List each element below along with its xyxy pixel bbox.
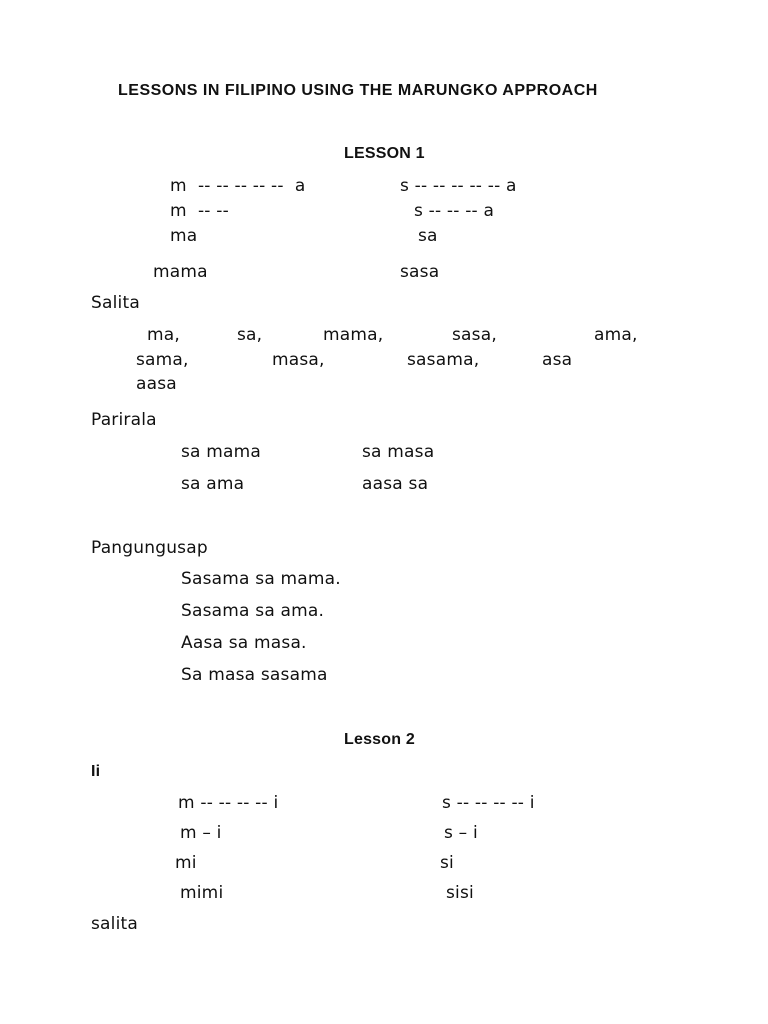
parirala-left-1: sa mama — [181, 442, 262, 462]
word-right: sasa — [400, 262, 440, 282]
salita-word: sasa, — [452, 325, 497, 345]
drill2-right-1: s -- -- -- -- i — [442, 793, 535, 813]
salita-word: asa — [542, 350, 573, 370]
pangungusap-sentence: Sasama sa mama. — [181, 569, 341, 589]
salita-word: masa, — [272, 350, 325, 370]
salita-word: mama, — [323, 325, 384, 345]
salita-word: sa, — [237, 325, 263, 345]
drill-left-1: m -- -- -- -- -- a — [170, 176, 306, 196]
salita-word: sama, — [136, 350, 189, 370]
drill2-right-4: sisi — [446, 883, 474, 903]
lesson-1-heading: LESSON 1 — [344, 145, 425, 162]
salita-word: sasama, — [407, 350, 480, 370]
drill2-right-3: si — [440, 853, 454, 873]
word-left: mama — [153, 262, 208, 282]
salita-word: ama, — [594, 325, 638, 345]
salita-word: aasa — [136, 374, 177, 394]
parirala-label: Parirala — [91, 410, 157, 430]
lesson-2-salita-label: salita — [91, 914, 139, 934]
drill2-left-1: m -- -- -- -- i — [178, 793, 279, 813]
drill2-left-3: mi — [175, 853, 197, 873]
drill-left-2: m -- -- — [170, 201, 229, 221]
drill-right-1: s -- -- -- -- -- a — [400, 176, 517, 196]
parirala-left-2: sa ama — [181, 474, 245, 494]
pangungusap-label: Pangungusap — [91, 538, 208, 558]
lesson-2-heading: Lesson 2 — [344, 731, 415, 748]
salita-word: ma, — [147, 325, 180, 345]
parirala-right-1: sa masa — [362, 442, 435, 462]
document-title: LESSONS IN FILIPINO USING THE MARUNGKO APPROACH — [118, 82, 598, 99]
lesson-2-letter: Ii — [91, 763, 101, 780]
drill2-right-2: s – i — [444, 823, 478, 843]
drill2-left-2: m – i — [180, 823, 222, 843]
parirala-right-2: aasa sa — [362, 474, 429, 494]
pangungusap-sentence: Aasa sa masa. — [181, 633, 307, 653]
drill-right-3: sa — [418, 226, 438, 246]
pangungusap-sentence: Sa masa sasama — [181, 665, 328, 685]
drill-right-2: s -- -- -- a — [414, 201, 495, 221]
salita-label: Salita — [91, 293, 140, 313]
drill2-left-4: mimi — [180, 883, 224, 903]
drill-left-3: ma — [170, 226, 198, 246]
pangungusap-sentence: Sasama sa ama. — [181, 601, 325, 621]
